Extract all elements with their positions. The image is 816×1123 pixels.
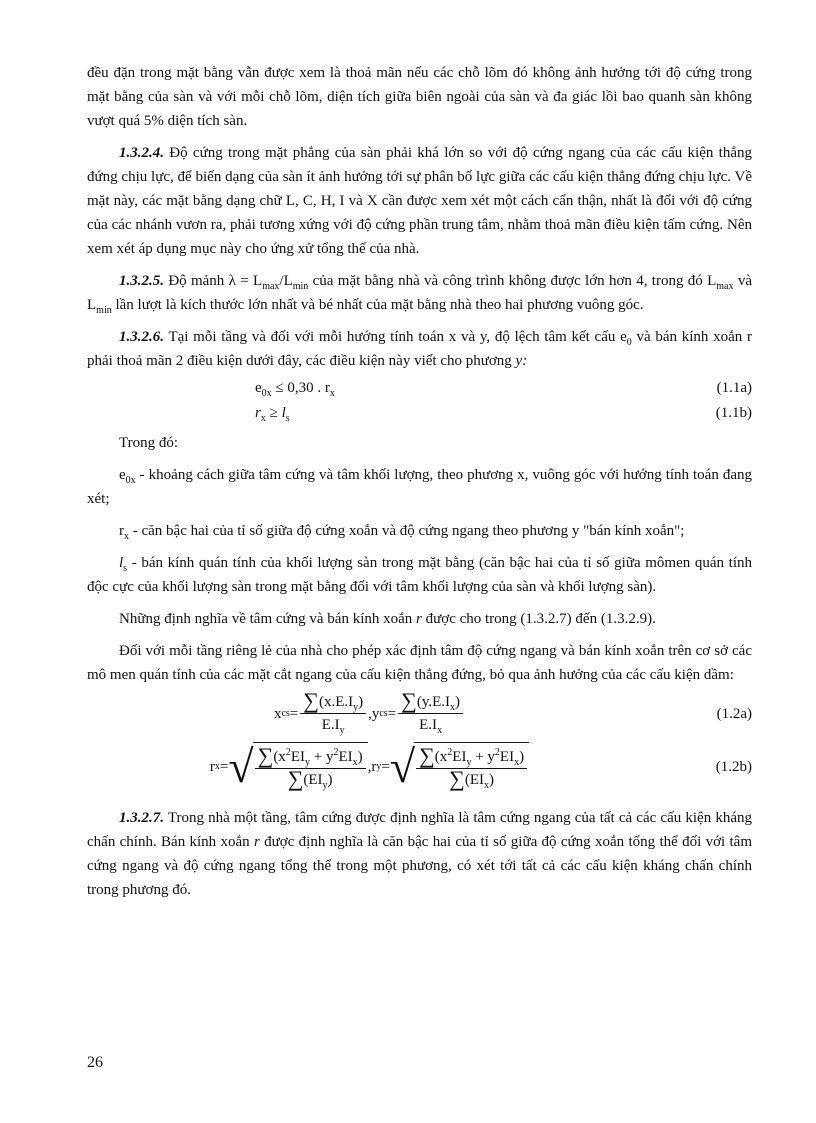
section-number: 1.3.2.4.: [119, 145, 164, 161]
paragraph-each-floor: Đối với mỗi tầng riêng lẻ của nhà cho phép xác định tâm độ cứng ngang và bán kính xoắn trên cơ sở các mô men quán tính của các mặt cắt ngang của cấu kiện thẳng đứng, bỏ qua ảnh hưởng của các cấu kiện dầm:: [87, 643, 752, 683]
definitions-reference: Những định nghĩa về tâm cứng và bán kính xoắn r được cho trong (1.3.2.7) đến (1.3.2.9).: [119, 611, 656, 627]
section-1-3-2-5: 1.3.2.5. Độ mảnh $\lambda = L_{max}/L_{min}$ của mặt bằng nhà và công trình không được lớn hơn 4, trong đó $L_{max}$ và $L_{min}$ lần lượt là kích thước lớn nhất và bé nhất của mặt bằng nhà theo hai phương vuông góc.: [87, 273, 752, 316]
section-1-3-2-7: 1.3.2.7. Trong nhà một tầng, tâm cứng được định nghĩa là tâm cứng ngang của tất cả các cấu kiện kháng chấn chính. Bán kính xoắn r được định nghĩa là căn bậc hai của tỉ số giữa độ cứng xoắn tổng thể đối với tâm cứng ngang và độ cứng ngang tổng thể trong một phương, có xét tới tất cả các cấu kiện kháng chấn chính trong phương đó.: [87, 810, 752, 898]
equation-label: (1.2b): [715, 759, 752, 775]
fraction-ycs: $\frac{\sum(y.E.I_x)}{E.I_x}$: [398, 691, 463, 736]
definition-ls: $l_s$ - bán kính quán tính của khối lượng sàn trong mặt bằng (căn bậc hai của tỉ số giữa mômen quán tính độc cực của khối lượng sàn trong mặt bằng đối với tâm khối lượng của sàn và khối lượng sàn).: [87, 555, 752, 595]
section-1-3-2-6: 1.3.2.6. Tại mỗi tầng và đối với mỗi hướng tính toán x và y, độ lệch tâm kết cấu $e_0$ và bán kính xoắn r phải thoả mãn 2 điều kiện dưới đây, các điều kiện này viết cho phương y:: [87, 329, 752, 369]
equation-label: (1.2a): [716, 705, 752, 722]
fraction-xcs: $\frac{\sum(x.E.I_y)}{E.I_y}$: [300, 691, 366, 736]
page-body: [87, 61, 752, 910]
definition-rx: $r_x$ - căn bậc hai của tỉ số giữa độ cứng xoắn và độ cứng ngang theo phương y "bán kính xoắn";: [119, 523, 685, 542]
equation-label: (1.1b): [715, 404, 752, 421]
section-number: 1.3.2.6.: [119, 329, 164, 345]
sqrt-ry: √ $\frac{\sum(x^2EI_y + y^2EI_x)}{\sum(EI_x)}$: [390, 742, 529, 792]
equation-1-2a: x cs = $\frac{\sum(x.E.I_y)}{E.I_y}$ , y cs = $\frac{\sum(y.E.I_x)}{E.I_x}$ (1.2a): [273, 688, 752, 736]
section-1-3-2-4: 1.3.2.4. Độ cứng trong mặt phẳng của sàn phải khá lớn so với độ cứng ngang của các cấu kiện thẳng đứng chịu lực, để biến dạng của sàn ít ảnh hưởng tới sự phân bố lực giữa các cấu kiện thẳng đứng chịu lực. Về mặt này, các mặt bằng dạng chữ L, C, H, I và X cần được xem xét một cách cẩn thận, nhất là đối với độ cứng của các nhánh vươn ra, phải tương xứng với độ cứng phần trung tâm, nhằm thoả mãn điều kiện tấm cứng. Nên xem xét áp dụng mục này cho ứng xử tổng thể của nhà.: [87, 145, 752, 257]
page-number: 26: [87, 1054, 103, 1071]
sqrt-rx: √ $\frac{\sum(x^2EI_y + y^2EI_x)}{\sum(EI_y)}$: [228, 742, 367, 792]
equation-1-2b: r x = √ $\frac{\sum(x^2EI_y + y^2EI_x)}{\sum(EI_y)}$ , r y = √ $\frac{\sum(x^2EI_y + y^2EI_x)}{\sum(EI_x)}$ (1.2b): [209, 741, 752, 792]
paragraph-intro: đều đặn trong mặt bằng vẫn được xem là thoả mãn nếu các chỗ lõm đó không ảnh hưởng tới độ cứng trong mặt bằng của sàn và với mỗi chỗ lõm, diện tích giữa biên ngoài của sàn và đa giác lồi bao quanh sàn không vượt quá 5% diện tích sàn.: [87, 65, 752, 129]
section-number: 1.3.2.7.: [119, 810, 164, 826]
equation-label: (1.1a): [716, 379, 752, 396]
equation-1-1b: $r_x \ge l_s$ (1.1b): [87, 400, 752, 425]
definition-e0x: $e_{0x}$ - khoảng cách giữa tâm cứng và tâm khối lượng, theo phương x, vuông góc với hướng tính toán đang xét;: [87, 467, 752, 507]
equation-1-1a: $e_{0x} \le 0,30$ . $r_x$ (1.1a): [87, 375, 752, 400]
section-number: 1.3.2.5.: [119, 273, 164, 289]
where-label: Trong đó:: [119, 435, 179, 451]
